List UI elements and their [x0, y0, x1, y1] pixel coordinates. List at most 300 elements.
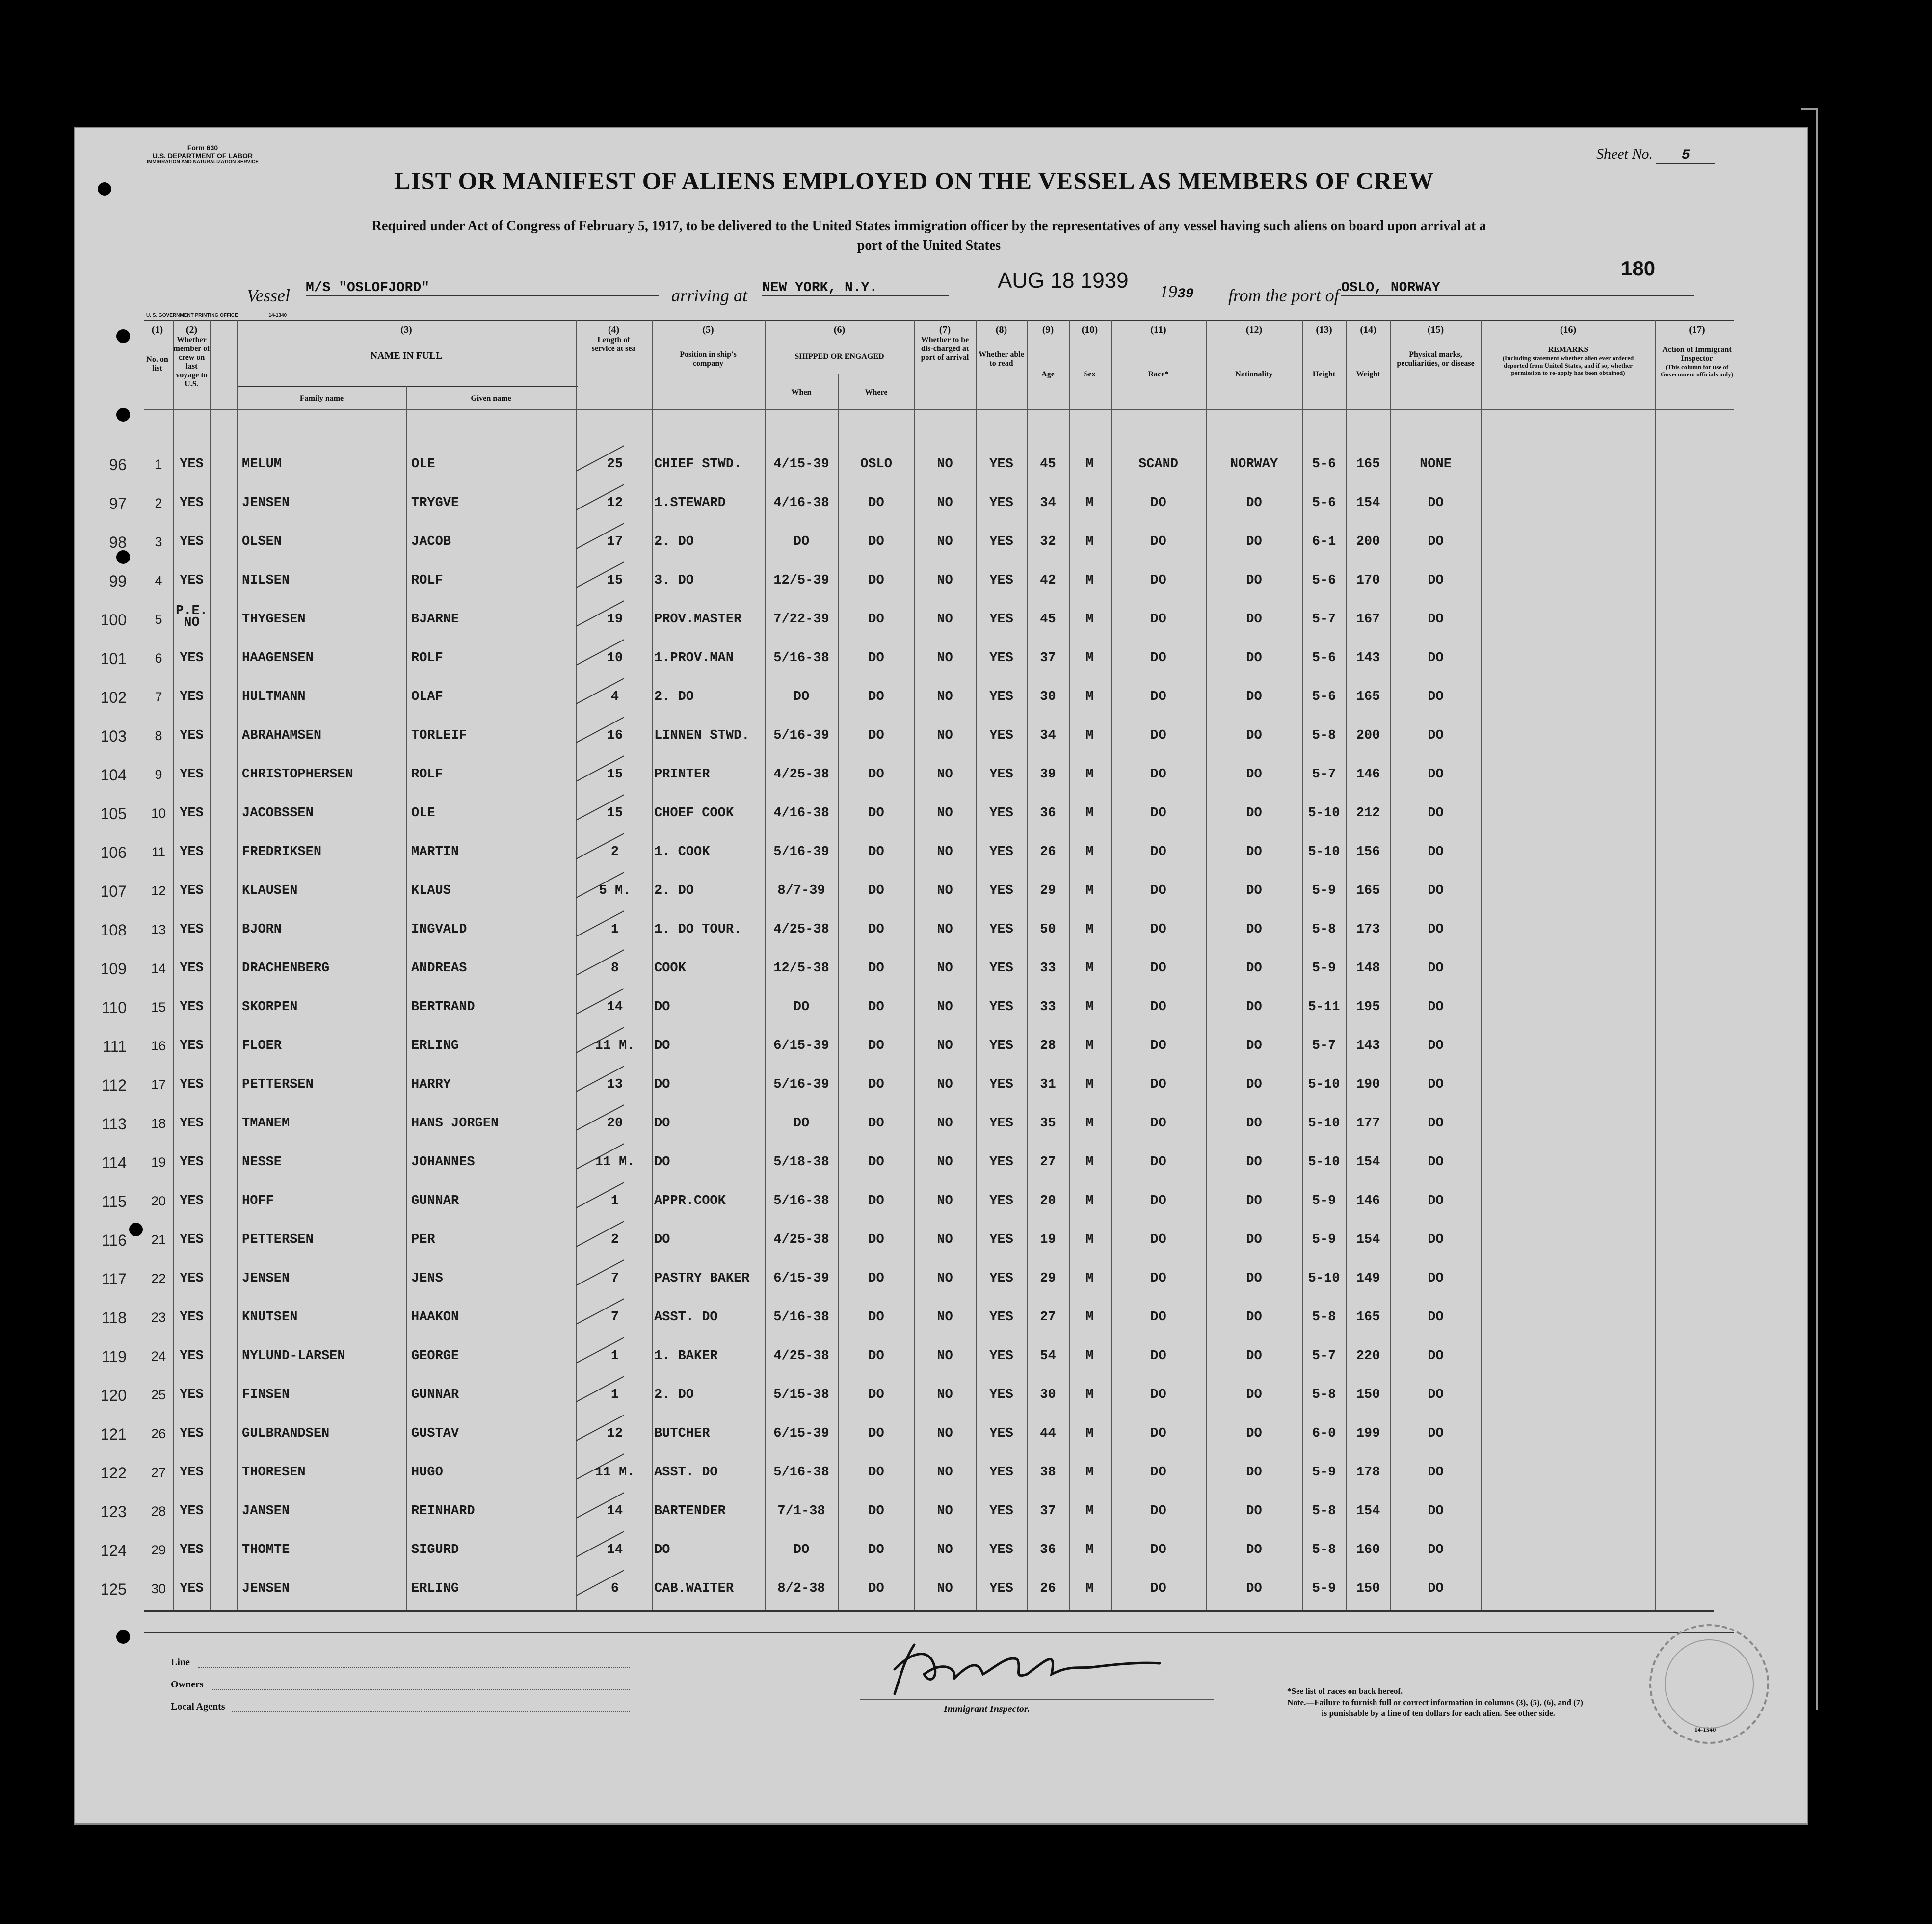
cell-engaged-where: DO — [868, 806, 884, 821]
cell-engaged-where: DO — [868, 1000, 884, 1015]
cell-given-name: KLAUS — [411, 883, 451, 898]
cell-yes-no: YES — [180, 457, 204, 472]
cell-given-name: MARTIN — [411, 845, 459, 859]
page-title: LIST OR MANIFEST OF ALIENS EMPLOYED ON THE VESSEL AS MEMBERS OF CREW — [394, 167, 1434, 194]
cell-physical-marks: DO — [1428, 573, 1444, 588]
cell-engaged-where: DO — [868, 961, 884, 976]
row-list-number: 26 — [151, 1426, 166, 1441]
punch-hole — [116, 550, 130, 564]
cell-position: DO — [654, 1116, 670, 1131]
cell-weight: 143 — [1356, 651, 1380, 666]
cell-age: 42 — [1040, 573, 1056, 588]
cell-discharged: NO — [937, 1465, 953, 1480]
cell-discharged: NO — [937, 612, 953, 627]
cell-discharged: NO — [937, 651, 953, 666]
row-margin-number: 110 — [101, 999, 127, 1016]
cell-engaged-where: DO — [868, 573, 884, 588]
cell-able-to-read: YES — [989, 1581, 1013, 1596]
cell-position: APPR.COOK — [654, 1194, 726, 1208]
cell-race: DO — [1150, 883, 1166, 898]
cell-position: CHOEF COOK — [654, 806, 734, 821]
cell-discharged: NO — [937, 883, 953, 898]
row-margin-number: 112 — [101, 1076, 127, 1094]
penalty-note-1: Note.—Failure to furnish full or correct information in columns (3), (5), (6), and (7) — [1287, 1698, 1583, 1707]
cell-yes-no: YES — [180, 1310, 204, 1325]
name-split-rule — [237, 386, 578, 387]
cell-physical-marks: DO — [1428, 845, 1444, 859]
cell-yes-no: YES — [180, 806, 204, 821]
row-margin-number: 117 — [101, 1270, 127, 1288]
cell-discharged: NO — [937, 767, 953, 782]
cell-physical-marks: DO — [1428, 690, 1444, 704]
cell-engaged-when: 5/15-38 — [773, 1388, 829, 1402]
cell-yes-no: YES — [180, 922, 204, 937]
cell-engaged-when: 5/16-38 — [773, 1465, 829, 1480]
col-6-header — [765, 324, 914, 361]
sheet-number-label — [1596, 146, 1715, 164]
cell-given-name: JENS — [411, 1271, 443, 1286]
row-margin-number: 96 — [109, 456, 127, 474]
row-margin-number: 119 — [101, 1348, 127, 1365]
cell-engaged-when: 5/16-39 — [773, 1077, 829, 1092]
cell-physical-marks: DO — [1428, 883, 1444, 898]
cell-engaged-where: DO — [868, 1465, 884, 1480]
cell-weight: 143 — [1356, 1039, 1380, 1053]
cell-weight: 220 — [1356, 1349, 1380, 1363]
cell-nationality: DO — [1246, 573, 1262, 588]
cell-yes-no: YES — [180, 961, 204, 976]
cell-sex: M — [1085, 457, 1094, 472]
cell-nationality: DO — [1246, 612, 1262, 627]
column-rule — [406, 386, 407, 1610]
cell-engaged-when: DO — [793, 534, 810, 549]
row-list-number: 14 — [151, 961, 166, 976]
cell-physical-marks: DO — [1428, 1039, 1444, 1053]
row-list-number: 17 — [151, 1077, 166, 1092]
punch-hole — [116, 1630, 130, 1644]
cell-discharged: NO — [937, 1504, 953, 1519]
col-2-header — [173, 324, 210, 389]
col-8-header — [976, 324, 1027, 368]
cell-sex: M — [1085, 922, 1094, 937]
when-header: When — [791, 388, 812, 397]
cell-age: 35 — [1040, 1116, 1056, 1131]
cell-given-name: OLAF — [411, 690, 443, 704]
cell-nationality: DO — [1246, 1581, 1262, 1596]
cell-given-name: BERTRAND — [411, 1000, 475, 1015]
cell-engaged-where: DO — [868, 690, 884, 704]
cell-yes-no: YES — [180, 690, 204, 704]
cell-service-length: 14 — [607, 1000, 623, 1015]
footer-rule — [144, 1632, 1734, 1633]
row-list-number: 2 — [155, 496, 162, 510]
cell-family-name: THYGESEN — [242, 612, 306, 627]
cell-height: 5-10 — [1308, 1155, 1340, 1170]
row-list-number: 20 — [151, 1194, 166, 1208]
cell-engaged-when: 7/22-39 — [773, 612, 829, 627]
col-6-number: (6) — [833, 324, 846, 335]
cell-weight: 165 — [1356, 457, 1380, 472]
cell-discharged: NO — [937, 496, 953, 510]
cell-able-to-read: YES — [989, 1426, 1013, 1441]
footer-print-code: 14-1340 — [1694, 1726, 1716, 1733]
cell-engaged-when: DO — [793, 1116, 810, 1131]
cell-given-name: TORLEIF — [411, 728, 467, 743]
cell-height: 5-8 — [1312, 728, 1336, 743]
cell-race: DO — [1150, 922, 1166, 937]
cell-nationality: DO — [1246, 1194, 1262, 1208]
date-stamp: AUG 18 1939 — [998, 268, 1129, 293]
cell-yes-no: YES — [180, 1077, 204, 1092]
cell-age: 36 — [1040, 806, 1056, 821]
printing-office-name: U. S. GOVERNMENT PRINTING OFFICE — [146, 313, 238, 318]
cell-engaged-when: 6/15-39 — [773, 1271, 829, 1286]
cell-position: PRINTER — [654, 767, 710, 782]
service-name: IMMIGRATION AND NATURALIZATION SERVICE — [147, 160, 259, 165]
cell-height: 5-7 — [1312, 767, 1336, 782]
from-port: OSLO, NORWAY — [1341, 280, 1694, 296]
column-rule — [237, 320, 238, 1610]
cell-weight: 149 — [1356, 1271, 1380, 1286]
col-14-header — [1346, 324, 1390, 379]
cell-engaged-where: DO — [868, 883, 884, 898]
cell-height: 6-0 — [1312, 1426, 1336, 1441]
cell-able-to-read: YES — [989, 1155, 1013, 1170]
cell-age: 27 — [1040, 1310, 1056, 1325]
cell-nationality: DO — [1246, 1000, 1262, 1015]
cell-engaged-when: 5/16-39 — [773, 728, 829, 743]
cell-family-name: NYLUND-LARSEN — [242, 1349, 345, 1363]
cell-race: DO — [1150, 1232, 1166, 1247]
cell-age: 45 — [1040, 612, 1056, 627]
cell-height: 5-8 — [1312, 1388, 1336, 1402]
cell-position: CAB.WAITER — [654, 1581, 734, 1596]
cell-weight: 190 — [1356, 1077, 1380, 1092]
cell-nationality: DO — [1246, 534, 1262, 549]
cell-race: DO — [1150, 1116, 1166, 1131]
cell-position: PROV.MASTER — [654, 612, 742, 627]
line-field — [198, 1667, 630, 1668]
cell-height: 5-6 — [1312, 573, 1336, 588]
cell-engaged-where: DO — [868, 845, 884, 859]
col-16-note: (Including statement whether alien ever ordered deported from United States, and if so, whether permission to re-apply has been obtained) — [1502, 354, 1634, 376]
row-list-number: 29 — [151, 1543, 166, 1557]
cell-physical-marks: DO — [1428, 1543, 1444, 1557]
cell-family-name: FREDRIKSEN — [242, 845, 322, 859]
vessel-label: Vessel — [247, 286, 290, 305]
col-15-label: Physical marks, peculiarities, or disease — [1397, 350, 1475, 368]
cell-given-name: ERLING — [411, 1039, 459, 1053]
cell-able-to-read: YES — [989, 1543, 1013, 1557]
cell-able-to-read: YES — [989, 1194, 1013, 1208]
cell-service-length: 12 — [607, 496, 623, 510]
cell-engaged-where: DO — [868, 534, 884, 549]
cell-race: DO — [1150, 1543, 1166, 1557]
col-13-number: (13) — [1316, 324, 1332, 335]
col-7-header — [914, 324, 976, 362]
cell-sex: M — [1085, 1232, 1094, 1247]
cell-physical-marks: DO — [1428, 1388, 1444, 1402]
form-number: Form 630 — [187, 144, 218, 152]
cell-discharged: NO — [937, 922, 953, 937]
row-margin-number: 120 — [100, 1387, 127, 1404]
cell-engaged-when: 7/1-38 — [777, 1504, 825, 1519]
cell-family-name: HAAGENSEN — [242, 651, 314, 666]
cell-race: DO — [1150, 1465, 1166, 1480]
cell-discharged: NO — [937, 961, 953, 976]
row-margin-number: 98 — [109, 534, 127, 551]
cell-sex: M — [1085, 1543, 1094, 1557]
cell-physical-marks: DO — [1428, 922, 1444, 937]
cell-discharged: NO — [937, 1194, 953, 1208]
cell-physical-marks: DO — [1428, 1310, 1444, 1325]
col-16-label: REMARKS — [1548, 346, 1588, 354]
cell-physical-marks: DO — [1428, 961, 1444, 976]
cell-age: 26 — [1040, 1581, 1056, 1596]
inspector-signature — [885, 1640, 1189, 1699]
row-margin-number: 111 — [103, 1038, 127, 1055]
col-4-label: Length of service at sea — [591, 336, 636, 353]
cell-nationality: DO — [1246, 883, 1262, 898]
col-3-label: NAME IN FULL — [370, 350, 443, 361]
cell-able-to-read: YES — [989, 1116, 1013, 1131]
requirement-line-2: port of the United States — [857, 238, 1001, 253]
cell-height: 5-9 — [1312, 1194, 1336, 1208]
cell-position: DO — [654, 1232, 670, 1247]
cell-engaged-where: DO — [868, 651, 884, 666]
cell-position: DO — [654, 1039, 670, 1053]
cell-discharged: NO — [937, 1543, 953, 1557]
cell-discharged: NO — [937, 1581, 953, 1596]
col-16-header — [1481, 324, 1655, 376]
cell-physical-marks: DO — [1428, 1077, 1444, 1092]
cell-service-length: 10 — [607, 651, 623, 666]
punch-hole — [116, 408, 130, 422]
row-margin-number: 107 — [100, 882, 127, 900]
row-margin-number: 113 — [101, 1115, 127, 1133]
cell-age: 37 — [1040, 1504, 1056, 1519]
cell-yes-no: YES — [180, 1116, 204, 1131]
cell-age: 54 — [1040, 1349, 1056, 1363]
cell-position: 2. DO — [654, 1388, 694, 1402]
table-bottom-rule — [144, 1610, 1714, 1612]
cell-age: 31 — [1040, 1077, 1056, 1092]
cell-yes-no: YES — [180, 1465, 204, 1480]
col-11-header — [1111, 324, 1206, 379]
cell-physical-marks: DO — [1428, 1349, 1444, 1363]
col-4-number: (4) — [608, 324, 620, 335]
cell-given-name: ERLING — [411, 1581, 459, 1596]
cell-given-name: PER — [411, 1232, 435, 1247]
cell-engaged-when: 4/25-38 — [773, 1232, 829, 1247]
cell-discharged: NO — [937, 1349, 953, 1363]
col-14-number: (14) — [1360, 324, 1376, 335]
cell-family-name: KLAUSEN — [242, 883, 298, 898]
cell-race: DO — [1150, 845, 1166, 859]
cell-given-name: GUSTAV — [411, 1426, 459, 1441]
col-9-header — [1027, 324, 1069, 379]
cell-yes-no: YES — [180, 1194, 204, 1208]
cell-physical-marks: DO — [1428, 1194, 1444, 1208]
cell-given-name: JACOB — [411, 534, 451, 549]
cell-position: 2. DO — [654, 690, 694, 704]
cell-service-length: 6 — [610, 1581, 619, 1596]
cell-nationality: DO — [1246, 1543, 1262, 1557]
cell-engaged-where: DO — [868, 1039, 884, 1053]
cell-service-length: 14 — [607, 1504, 623, 1519]
row-list-number: 7 — [155, 690, 162, 704]
cell-yes-no: YES — [180, 845, 204, 859]
cell-engaged-when: 5/18-38 — [773, 1155, 829, 1170]
cell-nationality: DO — [1246, 1504, 1262, 1519]
cell-nationality: DO — [1246, 806, 1262, 821]
cell-engaged-where: DO — [868, 1232, 884, 1247]
cell-service-length: 4 — [610, 690, 619, 704]
cell-sex: M — [1085, 1426, 1094, 1441]
cell-family-name: THOMTE — [242, 1543, 290, 1557]
cell-age: 33 — [1040, 1000, 1056, 1015]
cell-race: DO — [1150, 767, 1166, 782]
cell-weight: 173 — [1356, 922, 1380, 937]
cell-height: 5-7 — [1312, 612, 1336, 627]
cell-nationality: DO — [1246, 1039, 1262, 1053]
cell-given-name: HAAKON — [411, 1310, 459, 1325]
cell-sex: M — [1085, 883, 1094, 898]
cell-race: DO — [1150, 534, 1166, 549]
cell-engaged-where: DO — [868, 1310, 884, 1325]
cell-engaged-where: DO — [868, 922, 884, 937]
cell-position: COOK — [654, 961, 686, 976]
cell-physical-marks: DO — [1428, 612, 1444, 627]
cell-engaged-where: DO — [868, 728, 884, 743]
col-3-number: (3) — [400, 324, 412, 335]
cell-engaged-when: 6/15-39 — [773, 1426, 829, 1441]
column-rule — [576, 320, 577, 1610]
col-6-label: SHIPPED OR ENGAGED — [794, 352, 884, 361]
cell-weight: 212 — [1356, 806, 1380, 821]
cell-service-length: 11 M. — [595, 1039, 635, 1053]
given-name-header: Given name — [471, 394, 511, 402]
column-rule — [210, 320, 211, 1610]
where-header: Where — [865, 388, 888, 397]
cell-age: 45 — [1040, 457, 1056, 472]
cell-nationality: DO — [1246, 1077, 1262, 1092]
cell-height: 5-9 — [1312, 961, 1336, 976]
cell-weight: 156 — [1356, 845, 1380, 859]
cell-discharged: NO — [937, 1116, 953, 1131]
cell-service-length: 19 — [607, 612, 623, 627]
cell-yes-no: P.E. NO — [176, 604, 208, 630]
row-list-number: 19 — [151, 1155, 166, 1170]
cell-physical-marks: DO — [1428, 1000, 1444, 1015]
cell-engaged-where: DO — [868, 1543, 884, 1557]
cell-height: 5-8 — [1312, 1504, 1336, 1519]
row-list-number: 8 — [155, 728, 162, 743]
cell-nationality: DO — [1246, 767, 1262, 782]
cell-sex: M — [1085, 806, 1094, 821]
col-1-header — [141, 324, 173, 373]
cell-age: 34 — [1040, 496, 1056, 510]
cell-family-name: JENSEN — [242, 1271, 290, 1286]
cell-age: 20 — [1040, 1194, 1056, 1208]
row-margin-number: 124 — [100, 1542, 127, 1559]
cell-height: 5-10 — [1308, 845, 1340, 859]
cell-discharged: NO — [937, 806, 953, 821]
cell-age: 39 — [1040, 767, 1056, 782]
cell-nationality: DO — [1246, 1310, 1262, 1325]
cell-able-to-read: YES — [989, 1271, 1013, 1286]
cell-sex: M — [1085, 1581, 1094, 1596]
col-11-label: Race* — [1148, 370, 1169, 378]
manifest-sheet — [74, 127, 1808, 1825]
col-14-label: Weight — [1356, 370, 1380, 378]
arriving-port: NEW YORK, N.Y. — [762, 280, 949, 296]
row-margin-number: 122 — [100, 1464, 127, 1482]
cell-discharged: NO — [937, 845, 953, 859]
cell-able-to-read: YES — [989, 767, 1013, 782]
cell-engaged-when: 4/16-38 — [773, 806, 829, 821]
cell-height: 5-7 — [1312, 1039, 1336, 1053]
cell-service-length: 11 M. — [595, 1155, 635, 1170]
punch-hole — [98, 182, 111, 196]
cell-able-to-read: YES — [989, 1388, 1013, 1402]
cell-given-name: HUGO — [411, 1465, 443, 1480]
cell-height: 5-9 — [1312, 1465, 1336, 1480]
cell-service-length: 1 — [610, 1194, 619, 1208]
cell-engaged-where: DO — [868, 1504, 884, 1519]
cell-nationality: DO — [1246, 1155, 1262, 1170]
row-list-number: 15 — [151, 1000, 166, 1015]
cell-position: DO — [654, 1000, 670, 1015]
agents-field — [232, 1711, 630, 1712]
cell-race: DO — [1150, 1310, 1166, 1325]
cell-service-length: 7 — [610, 1271, 619, 1286]
cell-race: DO — [1150, 1349, 1166, 1363]
cell-age: 38 — [1040, 1465, 1056, 1480]
cell-age: 32 — [1040, 534, 1056, 549]
cell-race: DO — [1150, 496, 1166, 510]
row-margin-number: 116 — [101, 1231, 127, 1249]
cell-engaged-when: 8/7-39 — [777, 883, 825, 898]
cell-race: DO — [1150, 1581, 1166, 1596]
cell-height: 5-9 — [1312, 883, 1336, 898]
cell-engaged-when: 12/5-39 — [773, 573, 829, 588]
cell-position: 2. DO — [654, 534, 694, 549]
cell-able-to-read: YES — [989, 1000, 1013, 1015]
col-15-number: (15) — [1427, 324, 1444, 335]
cell-weight: 200 — [1356, 728, 1380, 743]
col-17-header — [1655, 324, 1739, 378]
cell-yes-no: YES — [180, 651, 204, 666]
cell-race: DO — [1150, 1194, 1166, 1208]
col-17-note: (This column for use of Government officials only) — [1660, 363, 1734, 378]
cell-able-to-read: YES — [989, 1465, 1013, 1480]
cell-service-length: 7 — [610, 1310, 619, 1325]
row-margin-number: 99 — [109, 572, 127, 590]
cell-service-length: 1 — [610, 1388, 619, 1402]
cell-sex: M — [1085, 767, 1094, 782]
col-15-header — [1390, 324, 1481, 368]
row-list-number: 9 — [155, 767, 162, 782]
cell-discharged: NO — [937, 1310, 953, 1325]
cell-given-name: INGVALD — [411, 922, 467, 937]
cell-given-name: SIGURD — [411, 1543, 459, 1557]
cell-nationality: DO — [1246, 1349, 1262, 1363]
sheet-number: 5 — [1656, 148, 1715, 164]
col-12-label: Nationality — [1235, 370, 1273, 378]
cell-family-name: TMANEM — [242, 1116, 290, 1131]
cell-position: BUTCHER — [654, 1426, 710, 1441]
